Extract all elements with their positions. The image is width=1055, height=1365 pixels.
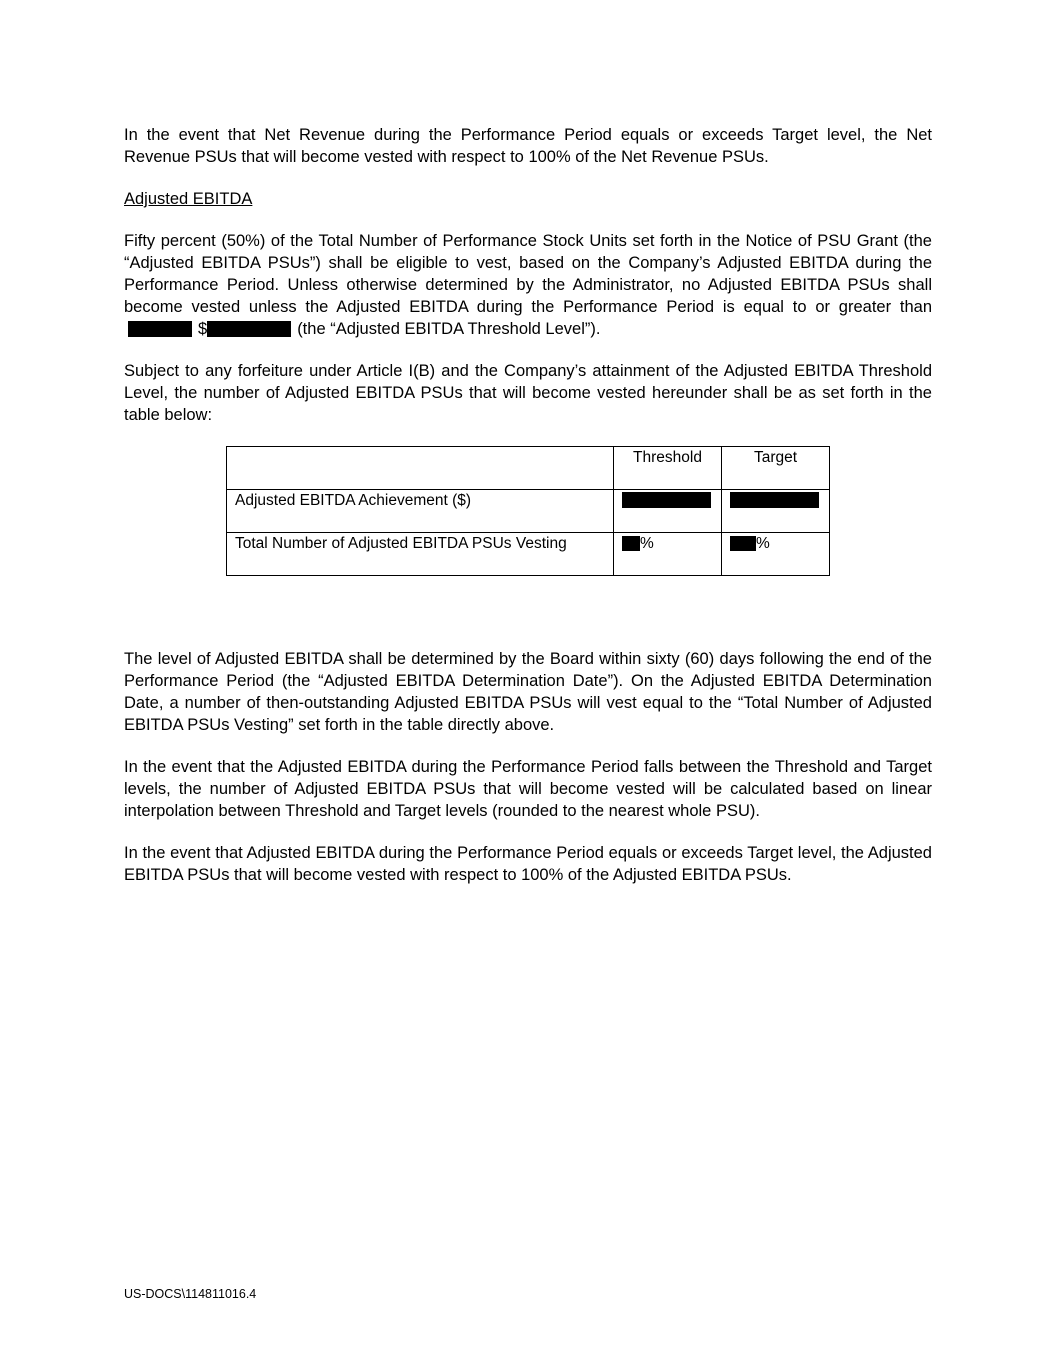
redaction-block [207,321,291,337]
paragraph-exceeds: In the event that Adjusted EBITDA during the Performance Period equals or exceeds Target level, the Adjusted EBITDA PSUs that will become vested with respect to 100% of the Adjusted EBITDA PSUs. [124,844,932,884]
table-header-row [227,447,830,490]
table-cell [614,533,722,576]
row-label-vesting: Total Number of Adjusted EBITDA PSUs Vesting [227,533,614,576]
percent-sign: % [756,535,770,552]
footer-doc-id: US-DOCS\114811016.4 [124,1287,257,1301]
redaction-block [730,536,756,551]
vesting-table [226,446,830,576]
header-target: Target [722,447,830,490]
redaction-block [730,492,819,508]
paragraph-subject: Subject to any forfeiture under Article I(B) and the Company’s attainment of the Adjusted EBITDA Threshold Level, the number of Adjusted EBITDA PSUs that will become vested hereunder shall be as set forth in the table below: [124,362,932,424]
redaction-block [622,536,640,551]
paragraph-between: In the event that the Adjusted EBITDA during the Performance Period falls between the Threshold and Target levels, the number of Adjusted EBITDA PSUs that will become vested will be calculated based on linear interpolation between Threshold and Target levels (rounded to the nearest whole PSU). [124,758,932,820]
paragraph-net-revenue: In the event that Net Revenue during the Performance Period equals or exceeds Target level, the Net Revenue PSUs that will become vested with respect to 100% of the Net Revenue PSUs. [124,126,932,166]
threshold-definition: (the “Adjusted EBITDA Threshold Level”). [297,320,601,338]
table-row [227,533,830,576]
table-cell [227,447,614,490]
redaction-block [622,492,711,508]
fifty-text: Fifty percent (50%) of the Total Number of Performance Stock Units set forth in the Notice of PSU Grant (the “Adjusted EBITDA PSUs”) shall be eligible to vest, based on the Company’s Adjusted EBITDA during the Performance Period. Unless otherwise determined by the Administrator, no Adjusted EBITDA PSUs shall become vested unless the Adjusted EBITDA during the Performance Period is equal to or greater than [124,232,932,316]
row-label-achievement: Adjusted EBITDA Achievement ($) [227,490,614,533]
percent-sign: % [640,535,654,552]
table-row [227,490,830,533]
section-heading: Adjusted EBITDA [124,190,253,208]
table-cell [614,490,722,533]
table-cell [722,490,830,533]
dollar-sign: $ [198,320,208,338]
redaction-block [128,321,192,337]
table-cell [722,533,830,576]
paragraph-level: The level of Adjusted EBITDA shall be determined by the Board within sixty (60) days following the end of the Performance Period (the “Adjusted EBITDA Determination Date”). On the Adjusted EBITDA Determination Date, a number of then-outstanding Adjusted EBITDA PSUs will vest equal to the “Total Number of Adjusted EBITDA PSUs Vesting” set forth in the table directly above. [124,650,932,734]
header-threshold: Threshold [614,447,722,490]
paragraph-fifty-percent [124,230,932,340]
